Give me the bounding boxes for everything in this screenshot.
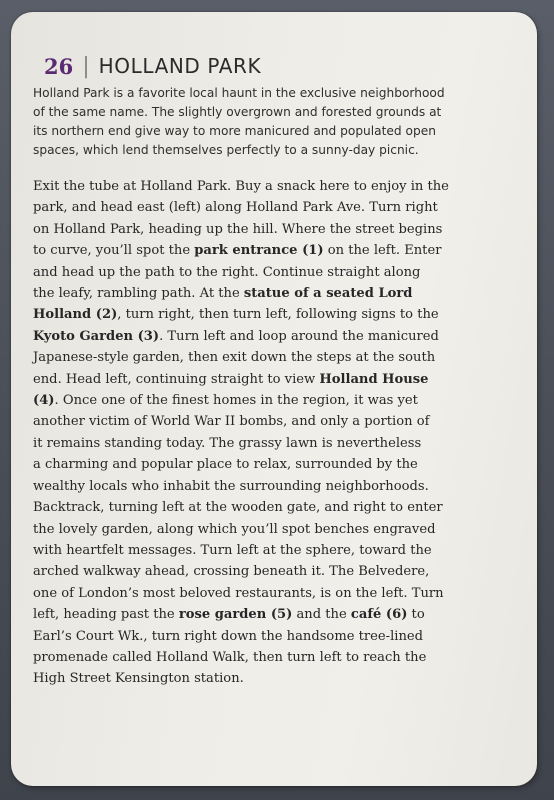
directions-line	[33, 176, 513, 197]
directions-text: left, heading past the	[33, 607, 179, 623]
directions-line	[33, 476, 513, 497]
intro-line: spaces, which lend themselves perfectly to a sunny-day picnic.	[33, 143, 419, 157]
directions-line	[33, 197, 513, 218]
directions-text: to curve, you’ll spot the	[33, 243, 195, 259]
directions-text: . Turn left and loop around the manicured	[159, 328, 439, 344]
directions-text: Exit the tube at Holland Park. Buy a snack here to enjoy in the	[33, 179, 449, 194]
directions-line	[33, 668, 513, 689]
directions-line	[33, 369, 513, 390]
directions-text: park, and head east (left) along Holland Park Ave. Turn right	[33, 200, 438, 216]
directions-line	[33, 411, 513, 432]
directions-line	[33, 626, 513, 647]
directions-text: and the	[292, 607, 351, 623]
directions-text: the leafy, rambling path. At the	[33, 286, 244, 302]
directions-text: and head up the path to the right. Continue straight along	[33, 264, 421, 280]
directions-line	[33, 604, 513, 625]
directions-text: end. Head left, continuing straight to view	[33, 371, 320, 387]
directions-line	[33, 219, 513, 240]
directions-text: it remains standing today. The grassy lawn is nevertheless	[33, 435, 422, 451]
header-separator: |	[82, 53, 90, 79]
intro-line: its northern end give way to more manicured and populated open	[33, 124, 436, 138]
intro-line: Holland Park is a favorite local haunt in the exclusive neighborhood	[33, 86, 445, 100]
intro-line: of the same name. The slightly overgrown and forested grounds at	[33, 105, 442, 119]
directions-line	[33, 583, 513, 604]
directions-text: on Holland Park, heading up the hill. Where the street begins	[33, 221, 443, 237]
landmark-highlight: park entrance (1)	[194, 243, 324, 259]
directions-text: Backtrack, turning left at the wooden gate, and right to enter	[33, 500, 443, 516]
directions-line	[33, 433, 513, 454]
directions-text: a charming and popular place to relax, surrounded by the	[33, 457, 418, 473]
directions-line	[33, 326, 513, 347]
directions-text: . Once one of the finest homes in the region, it was yet	[54, 393, 418, 409]
card-header	[44, 49, 261, 83]
landmark-highlight: Kyoto Garden (3)	[33, 328, 160, 344]
directions-line	[33, 647, 513, 668]
directions-line	[33, 262, 513, 283]
directions-text: one of London’s most beloved restaurants, is on the left. Turn	[33, 585, 444, 601]
directions-line	[33, 390, 513, 411]
landmark-highlight: café (6)	[350, 607, 408, 623]
directions-line	[33, 540, 513, 561]
directions-text: , turn right, then turn left, following signs to the	[117, 307, 439, 323]
directions-text: arched walkway ahead, crossing beneath it. The Belvedere,	[33, 564, 430, 580]
directions-text: Earl’s Court Wk., turn right down the handsome tree-lined	[33, 628, 424, 644]
directions-text: Japanese-style garden, then exit down the steps at the south	[33, 350, 436, 366]
directions-line	[33, 347, 513, 368]
directions-line	[33, 519, 513, 540]
card-title: HOLLAND PARK	[98, 54, 262, 78]
landmark-highlight: (4)	[33, 393, 55, 409]
directions-line	[33, 240, 513, 261]
landmark-highlight: Holland (2)	[33, 307, 118, 323]
stop-number: 26	[44, 53, 74, 79]
landmark-highlight: Holland House	[319, 371, 429, 387]
directions-text: wealthy locals who inhabit the surrounding neighborhoods.	[33, 478, 429, 494]
intro-paragraph	[33, 84, 503, 160]
landmark-highlight: statue of a seated Lord	[243, 286, 413, 302]
directions-text: to	[407, 607, 425, 623]
directions-text: another victim of World War II bombs, and only a portion of	[33, 414, 430, 430]
directions-text: the lovely garden, along which you’ll spot benches engraved	[33, 521, 436, 537]
directions-text: on the left. Enter	[323, 243, 442, 259]
directions-line	[33, 283, 513, 304]
landmark-highlight: rose garden (5)	[178, 607, 293, 623]
directions-line	[33, 304, 513, 325]
directions-text: High Street Kensington station.	[33, 671, 244, 687]
directions-line	[33, 561, 513, 582]
directions-text: with heartfelt messages. Turn left at the sphere, toward the	[33, 542, 432, 558]
directions-line	[33, 497, 513, 518]
directions-text: promenade called Holland Walk, then turn left to reach the	[33, 649, 427, 665]
directions-line	[33, 454, 513, 475]
directions-paragraph	[33, 176, 513, 690]
